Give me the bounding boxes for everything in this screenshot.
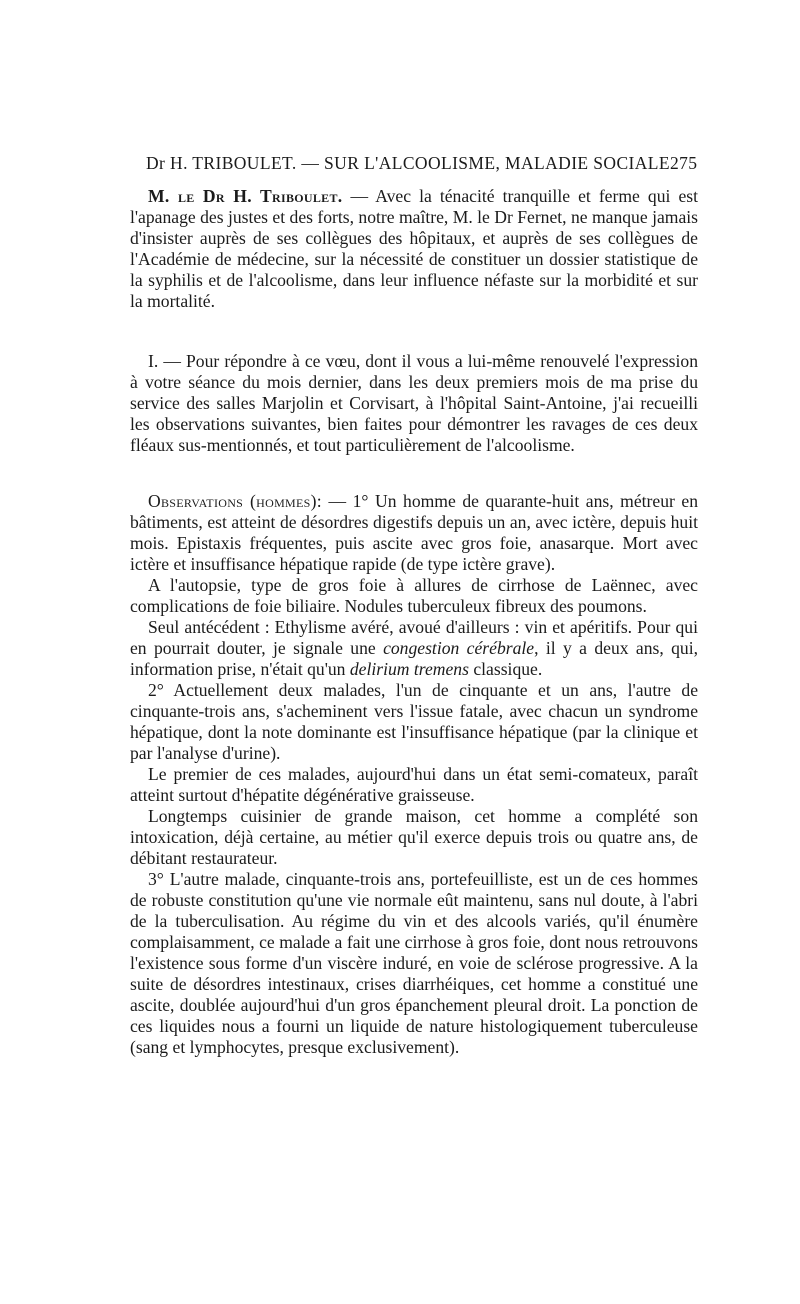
first-patient-paragraph: Le premier de ces malades, aujourd'hui dans un état semi-comateux, paraît atteint surtout d'hépatite dégénérative graisseuse. <box>130 764 698 805</box>
antecedent-emphasis-2: delirium tremens <box>349 659 469 679</box>
intro-text: — Avec la ténacité tranquille et ferme qui est l'apanage des justes et des forts, notre maître, M. le Dr Fernet, ne manque jamais d'insister auprès de ses collègues des hôpitaux, et auprès de ses collègues de l'Académie de médecine, sur la nécessité de constituer un dossier statistique de la syphilis et de l'alcoolisme, dans leur influence néfaste sur la morbidité et sur la mortalité. <box>130 186 698 311</box>
page-number: 275 <box>669 153 698 173</box>
intro-paragraph <box>130 186 698 312</box>
observations-section <box>130 491 698 1058</box>
observation-3-paragraph: 3° L'autre malade, cinquante-trois ans, portefeuilliste, est un de ces hommes de robuste constitution qu'une vie normale eût maintenu, sans nul doute, à l'abri de la tuberculisation. Au régime du vin et des alcools variés, qu'il énumère complaisamment, ce malade a fait une cirrhose à gros foie, dont nous retrouvons l'existence sous forme d'un viscère induré, en voie de sclérose progressive. A la suite de désordres intestinaux, crises diarrhéiques, cet homme a constitué une ascite, doublée aujourd'hui d'un gros épanchement pleural droit. La ponction de ces liquides nous a fourni un liquide de nature histologiquement tuberculeuse (sang et lymphocytes, presque exclusivement). <box>130 869 698 1057</box>
antecedent-emphasis-1: congestion cérébrale <box>383 638 535 658</box>
antecedent-text-a: Seul antécédent : Ethylisme avéré, avoué d'ailleurs : vin et apéritifs. Pour qui en pourrait douter, je signale une <box>130 617 698 658</box>
antecedent-paragraph <box>130 617 698 680</box>
running-head-title: Dr H. TRIBOULET. — SUR L'ALCOOLISME, MALADIE SOCIALE <box>146 153 670 173</box>
antecedent-text-c: classique. <box>468 659 543 679</box>
running-head <box>146 152 698 174</box>
cook-paragraph: Longtemps cuisinier de grande maison, cet homme a complété son intoxication, déjà certaine, au métier qu'il exerce depuis trois ou quatre ans, de débitant restaurateur. <box>130 806 698 868</box>
speaker-name: M. le Dr H. Triboulet. <box>148 186 343 206</box>
section-one-text: I. — Pour répondre à ce vœu, dont il vous a lui-même renouvelé l'expression à votre séance du mois dernier, dans les deux premiers mois de ma prise du service des salles Marjolin et Corvisart, à l'hôpital Saint-Antoine, j'ai recueilli les observations suivantes, bien faites pour démontrer les ravages de ces deux fléaux sus-mentionnés, et tout particulièrement de l'alcoolisme. <box>130 351 698 455</box>
section-one-paragraph <box>130 351 698 456</box>
antecedent-text-b: , il y a deux ans, qui, information prise, n'était qu'un <box>130 638 699 679</box>
observation-1-text: — 1° Un homme de quarante-huit ans, métreur en bâtiments, est atteint de désordres digestifs depuis un an, avec ictère, depuis huit mois. Epistaxis fréquentes, puis ascite avec gros foie, anasarque. Mort avec ictère et insuffisance hépatique rapide (de type ictère grave). <box>130 491 698 574</box>
autopsy-paragraph: A l'autopsie, type de gros foie à allures de cirrhose de Laënnec, avec complications de foie biliaire. Nodules tuberculeux fibreux des poumons. <box>130 575 698 616</box>
observations-label: Observations (hommes): <box>148 491 322 511</box>
observation-2-paragraph: 2° Actuellement deux malades, l'un de cinquante et un ans, l'autre de cinquante-trois ans, s'acheminent vers l'issue fatale, avec chacun un syndrome hépatique, dont la note dominante est l'insuffisance hépatique (par la clinique et par l'analyse d'urine). <box>130 680 698 763</box>
